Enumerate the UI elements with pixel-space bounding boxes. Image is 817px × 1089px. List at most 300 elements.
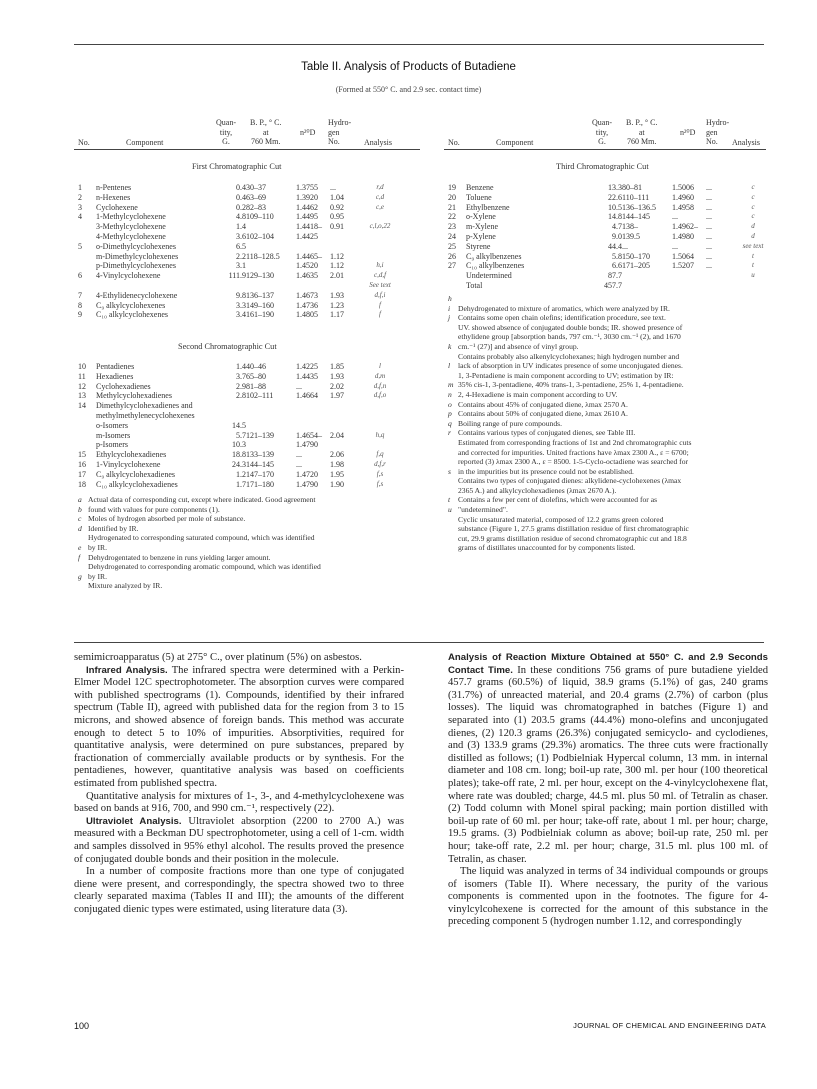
cell-nd	[296, 401, 330, 411]
footnote-text: Mixture analyzed by IR.	[88, 581, 163, 591]
footnote-text: ethylidene group [absorption bands, 797 cm.⁻¹, 3030 cm.⁻¹ (2), and 1670	[458, 332, 681, 342]
table-row	[448, 212, 770, 222]
cell-component: Dimethylcyclohexadienes and	[96, 401, 193, 411]
cell-nd	[296, 411, 330, 421]
paragraph	[448, 866, 768, 929]
cell-analysis: h,q	[375, 430, 385, 439]
cell-nd: 1.4495	[296, 212, 318, 222]
footnote-text: Estimated from corresponding fractions of 1st and 2nd chromatographic cuts	[458, 437, 692, 447]
cell-bp: 81–88	[246, 381, 266, 391]
cell-component: Pentadienes	[96, 362, 135, 371]
top-rule	[74, 44, 764, 45]
cell-nd: 1.4962–	[672, 222, 698, 232]
footnote-key	[448, 323, 458, 333]
cell-bp	[246, 401, 296, 411]
footnote-key: n	[448, 389, 452, 399]
cell-analysis: t	[752, 251, 754, 260]
header-hydrogen: Hydro- gen No.	[328, 118, 352, 146]
cell-component: o-Xylene	[466, 212, 496, 222]
cell-nd: 1.5006	[672, 183, 694, 192]
cell-no: 23	[448, 222, 456, 232]
cell-hydrogen: 1.04	[330, 192, 344, 202]
cell-bp: 121–139	[246, 430, 274, 440]
cell-quantity: 0.4	[236, 183, 246, 192]
cell-quantity: 1.7	[236, 479, 246, 489]
header-bp: B. P., ° C. at 760 Mm.	[626, 118, 658, 146]
footnote	[78, 533, 418, 543]
header-no: No.	[448, 138, 460, 147]
cell-no: 16	[78, 459, 86, 469]
cell-no: 9	[78, 310, 82, 320]
footnote	[448, 313, 766, 323]
cell-quantity: 457.7	[604, 280, 622, 290]
cell-bp: 136–137	[246, 290, 274, 300]
cell-no	[78, 440, 96, 450]
cell-hydrogen	[706, 281, 736, 291]
cell-analysis	[360, 421, 400, 431]
table-row	[448, 281, 770, 291]
footnote-text: Contains about 50% of conjugated diene, λmax 2610 A.	[458, 409, 628, 419]
cell-quantity: 24.3	[232, 459, 246, 469]
cell-analysis	[736, 281, 770, 291]
cell-nd: 1.4225	[296, 362, 318, 371]
footnote	[78, 553, 418, 563]
cell-analysis: f,s	[376, 469, 384, 478]
cell-quantity: 44.4	[608, 241, 622, 251]
footnotes-left	[78, 495, 418, 591]
table-row	[78, 401, 400, 411]
table-row	[78, 372, 400, 382]
table-row	[78, 440, 400, 450]
table-row	[78, 291, 400, 301]
footnote	[448, 304, 766, 314]
table-row	[78, 281, 400, 291]
table-row	[78, 460, 400, 470]
cell-no	[78, 252, 96, 262]
paragraph-heading: Infrared Analysis.	[86, 664, 168, 676]
header-component: Component	[126, 138, 164, 147]
cell-component: Hexadienes	[96, 371, 134, 381]
footnote-text: Contains a few per cent of diolefins, which were accounted for as	[458, 495, 658, 505]
paragraph-heading: Analysis of Reaction Mixture Obtained at 550° C. and 2.9 Seconds Contact Time.	[448, 652, 768, 676]
cell-component: p-Isomers	[96, 440, 128, 450]
cell-nd: 1.4790	[296, 440, 318, 450]
cell-analysis	[360, 252, 400, 262]
footnote-key	[448, 534, 458, 544]
paragraph	[74, 791, 404, 816]
cell-component: 1-Vinylcyclohexene	[96, 459, 161, 469]
cell-analysis: See text	[369, 280, 391, 289]
footnote	[448, 390, 766, 400]
cell-component: Ethylbenzene	[466, 202, 510, 212]
footnote	[448, 534, 766, 544]
cell-hydrogen	[330, 440, 360, 450]
cell-hydrogen: 1.97	[330, 391, 344, 401]
cell-no: 26	[448, 251, 456, 261]
cell-bp: 30–37	[246, 183, 266, 192]
cell-hydrogen: 1.95	[330, 469, 344, 479]
cell-bp: 144–145	[246, 459, 274, 469]
cell-hydrogen: 1.23	[330, 300, 344, 310]
footnote	[78, 514, 418, 524]
footnote	[448, 323, 766, 333]
cell-analysis	[360, 411, 400, 421]
cell-analysis: c	[751, 202, 755, 211]
cell-nd: ...	[296, 450, 302, 460]
cell-no: 5	[78, 241, 82, 251]
footnote	[78, 562, 418, 572]
table-row	[78, 232, 400, 242]
cell-nd: 1.4435	[296, 371, 318, 381]
cell-component: p-Xylene	[466, 231, 496, 241]
footnote-key	[448, 457, 458, 467]
table-row	[78, 391, 400, 401]
footnote-text: and corrected for impurities. United fractions have λmax 2300 A., ε = 6700;	[458, 447, 689, 457]
cell-nd: ...	[296, 381, 302, 391]
cell-analysis: d,f,i	[374, 290, 386, 299]
footnote-text: 2, 4-Hexadiene is main component according to UV.	[458, 389, 618, 399]
cell-analysis: c,d	[375, 192, 385, 201]
cell-hydrogen: ...	[706, 251, 712, 261]
cell-quantity: 0.2	[236, 202, 246, 212]
footnote-text: 2365 A.) and alkylcyclohexadienes (λmax 2670 A.).	[458, 485, 617, 495]
cell-nd: 1.3755	[296, 183, 318, 192]
cell-no: 25	[448, 241, 456, 251]
cell-hydrogen: ...	[706, 212, 712, 222]
footnote-text: Moles of hydrogen absorbed per mole of substance.	[88, 514, 246, 524]
cell-hydrogen	[330, 401, 360, 411]
footnote	[448, 505, 766, 515]
footnote-key: d	[78, 523, 82, 533]
paragraph-heading: Ultraviolet Analysis.	[86, 815, 182, 827]
cell-analysis: d,f,o	[373, 391, 387, 400]
cell-component: C₁₀ alkylbenzenes	[466, 261, 525, 271]
journal-name: JOURNAL OF CHEMICAL AND ENGINEERING DATA	[573, 1021, 766, 1030]
cell-component: 4-Ethylidenecyclohexene	[96, 290, 178, 300]
cell-quantity	[216, 411, 246, 421]
cell-bp: 40–46	[246, 362, 266, 371]
cell-no: 22	[448, 212, 456, 222]
cell-analysis: c	[751, 192, 755, 201]
cell-analysis: d	[751, 222, 755, 231]
cell-no	[78, 222, 96, 232]
right-column-headers	[448, 118, 768, 158]
footnote	[448, 476, 766, 486]
table-row	[78, 183, 400, 193]
cell-no: 10	[78, 362, 86, 371]
footnote	[448, 524, 766, 534]
cell-hydrogen: 1.85	[330, 362, 344, 371]
cell-quantity: 18.8	[232, 450, 246, 460]
cell-bp: 150–170	[622, 251, 650, 261]
cell-hydrogen: 2.02	[330, 381, 344, 391]
cell-hydrogen: 1.93	[330, 371, 344, 381]
cell-hydrogen: ...	[706, 231, 712, 241]
table-row	[78, 470, 400, 480]
cell-analysis: f,s	[376, 479, 384, 488]
cell-bp: 110–111	[622, 192, 650, 202]
cell-bp	[246, 411, 296, 421]
cell-quantity: 3.4	[236, 310, 246, 320]
cell-hydrogen: ...	[330, 183, 336, 192]
cell-component: Undetermined	[466, 271, 512, 281]
footnote-key: m	[448, 380, 454, 390]
section-third-cut: Third Chromatographic Cut	[556, 162, 649, 171]
cell-quantity: 1.4	[236, 362, 246, 371]
cell-no	[78, 411, 96, 421]
cell-component: Cyclohexadienes	[96, 381, 151, 391]
cell-bp	[246, 261, 296, 271]
footnote-key: h	[448, 294, 452, 303]
table-row	[448, 222, 770, 232]
cell-component: C₁₀ alkylcyclohexadienes	[96, 479, 178, 489]
cell-no: 27	[448, 261, 456, 271]
table-row	[78, 193, 400, 203]
cell-bp: 109–110	[246, 212, 274, 222]
footnote-text: Contains various types of conjugated dienes, see Table III.	[458, 428, 636, 438]
table-row	[448, 193, 770, 203]
cell-bp: 82–83	[246, 202, 266, 212]
cell-nd: 1.4465–	[296, 251, 322, 261]
footnote-key: f	[78, 552, 81, 562]
cell-no	[78, 232, 96, 242]
table-right	[448, 183, 770, 291]
footnote-key: s	[448, 466, 451, 476]
table-row	[78, 431, 400, 441]
table-row	[78, 261, 400, 271]
footnote	[448, 438, 766, 448]
footnote	[448, 371, 766, 381]
footnote-text: cut, 29.9 grams distillation residue of second chromatographic cut and 18.8	[458, 533, 687, 543]
footnote	[448, 515, 766, 525]
cell-no: 17	[78, 469, 86, 479]
header-component: Component	[496, 138, 534, 147]
table-row	[448, 261, 770, 271]
cell-no: 1	[78, 183, 82, 192]
footnote-text: grams of distillates unaccounted for by components listed.	[458, 543, 636, 553]
cell-no: 19	[448, 183, 456, 192]
cell-hydrogen: ...	[706, 241, 712, 251]
header-nd: n²⁰D	[300, 128, 316, 137]
footnote-text: Contains probably also alkenylcyclohexanes; high hydrogen number and	[458, 351, 680, 361]
cell-bp: 80–81	[622, 183, 642, 192]
footnote-text: by IR.	[88, 571, 107, 581]
cell-no: 12	[78, 381, 86, 391]
footnote-key	[448, 371, 458, 381]
table-row	[78, 271, 400, 281]
cell-quantity: 5.7	[236, 430, 246, 440]
header-bp: B. P., ° C. at 760 Mm.	[250, 118, 282, 146]
cell-component: m-Isomers	[96, 430, 131, 440]
footnote-key	[448, 524, 458, 534]
table-row	[78, 212, 400, 222]
cell-analysis: c,e	[376, 202, 384, 211]
cell-component: Total	[466, 280, 483, 290]
cell-quantity	[216, 401, 246, 411]
cell-hydrogen: ...	[706, 192, 712, 202]
cell-nd: 1.4664	[296, 391, 318, 401]
cell-analysis: r,d	[376, 183, 384, 191]
cell-component: Methylcyclohexadienes	[96, 391, 172, 401]
cell-nd: 1.4418–	[296, 222, 322, 232]
cell-no	[448, 281, 466, 291]
table-row	[78, 411, 400, 421]
cell-component: Cyclohexene	[96, 202, 138, 212]
table-row	[448, 271, 770, 281]
table-row	[78, 480, 400, 490]
cell-hydrogen	[330, 411, 360, 421]
cell-quantity: 3.1	[236, 261, 246, 271]
cell-hydrogen: ...	[706, 222, 712, 232]
table-row	[78, 450, 400, 460]
footnotes-right	[448, 294, 766, 553]
footnote-key: e	[78, 542, 82, 552]
footnote	[448, 342, 766, 352]
cell-no: 2	[78, 192, 82, 202]
footnote-key: j	[448, 313, 451, 323]
cell-quantity: 1.2	[236, 469, 246, 479]
cell-quantity: 2.8	[236, 391, 246, 401]
cell-quantity: 1.4	[236, 222, 246, 232]
footnote	[448, 352, 766, 362]
cell-bp: 102–111	[246, 391, 274, 401]
cell-component: Toluene	[466, 192, 492, 202]
paragraph-text: In a number of composite fractions more than one type of conjugated diene were present, and correspondingly, the spectra showed two to three clearly separated maxima (Tables II and III); the amounts of the different conjugated dienic types were estimated, using literature data (3).	[74, 866, 404, 915]
cell-quantity: 111.9	[228, 271, 246, 281]
cell-nd	[296, 281, 330, 291]
body-left-column	[74, 652, 404, 916]
left-column-headers	[78, 118, 408, 158]
cell-no	[78, 261, 96, 271]
cell-bp: 171–180	[246, 479, 274, 489]
table-row	[448, 252, 770, 262]
header-hydrogen: Hydro- gen No.	[706, 118, 730, 146]
table-subtitle: (Formed at 550° C. and 2.9 sec. contact time)	[335, 85, 482, 94]
cell-nd: 1.4980	[672, 231, 694, 241]
cell-quantity: 14.5	[232, 420, 246, 430]
cell-bp	[622, 281, 672, 291]
footnote-key: q	[448, 418, 452, 428]
cell-nd: 1.4958	[672, 202, 694, 212]
cell-hydrogen: 0.95	[330, 212, 344, 222]
cell-no: 8	[78, 300, 82, 310]
cell-analysis	[360, 440, 400, 450]
cell-nd: 1.4805	[296, 310, 318, 320]
cell-bp: 63–69	[246, 192, 266, 202]
cell-hydrogen: 1.12	[330, 261, 344, 271]
cell-hydrogen: 2.01	[330, 271, 344, 281]
footnote-key	[78, 533, 88, 543]
table-row	[78, 242, 400, 252]
cell-analysis: u	[751, 271, 755, 280]
cell-hydrogen: 1.90	[330, 479, 344, 489]
table-row	[78, 252, 400, 262]
header-no: No.	[78, 138, 90, 147]
footnote-text: Cyclic unsaturated material, composed of 12.2 grams green colored	[458, 514, 664, 524]
cell-component: 4-Vinylcyclohexene	[96, 271, 161, 281]
cell-nd: ...	[672, 212, 678, 222]
footnote-key	[448, 476, 458, 486]
cell-component: o-Isomers	[96, 420, 128, 430]
cell-bp: ...	[622, 241, 628, 251]
footnote-key	[448, 438, 458, 448]
footnote-text: substance (Figure 1, 27.5 grams distillation residue of first chromatographic	[458, 524, 689, 534]
cell-no: 21	[448, 202, 456, 212]
cell-bp	[246, 421, 296, 431]
footnote-key	[448, 543, 458, 553]
paragraph-text: semimicroapparatus (5) at 275° C., over platinum (5%) on asbestos.	[74, 652, 362, 663]
cell-quantity: 9.0	[612, 231, 622, 241]
footnote	[448, 457, 766, 467]
cell-analysis: d,f,r	[374, 459, 386, 468]
footnote-text: reported (3) λmax 2300 A., ε = 8500. 1-5-Cyclo-octadiene was searched for	[458, 457, 689, 467]
cell-hydrogen: 2.06	[330, 450, 344, 460]
footnote-text: 35% cis-1, 3-pentadiene, 40% trans-1, 3-pentadiene, 25% 1, 4-pentadiene.	[458, 380, 684, 390]
body-right-column	[448, 652, 768, 929]
footnote-key: b	[78, 504, 82, 514]
footnote-text: Dehydrogenated to corresponding aromatic compound, which was identified	[88, 562, 321, 572]
cell-nd: ...	[296, 459, 302, 469]
cell-no: 20	[448, 192, 456, 202]
cell-no: 3	[78, 202, 82, 212]
footnote	[448, 332, 766, 342]
cell-nd: 1.3920	[296, 192, 318, 202]
cell-component: C₉ alkylcyclohexadienes	[96, 469, 175, 479]
paragraph	[74, 652, 404, 665]
cell-hydrogen: ...	[706, 261, 712, 271]
cell-bp	[246, 222, 296, 232]
cell-quantity: 0.4	[236, 192, 246, 202]
section-second-cut: Second Chromatographic Cut	[178, 342, 277, 351]
cell-analysis: d	[751, 231, 755, 240]
footnote	[448, 495, 766, 505]
table-row	[78, 362, 400, 372]
cell-bp: 136–136.5	[622, 202, 656, 212]
table-left-part2	[78, 362, 400, 489]
footnote-key	[448, 515, 458, 525]
paragraph-text: Ultraviolet absorption (2200 to 2700 A.) was measured with a Beckman DU spectrophotometer, using a cell of 1-cm. width and samples dissolved in 95% ethyl alcohol. The results proved the presence of conjugated double bonds and their position in the molecule.	[74, 815, 404, 865]
cell-bp: 65–80	[246, 371, 266, 381]
footnote-text: Actual data of corresponding cut, except where indicated. Good agreement	[88, 495, 316, 504]
table-row	[448, 203, 770, 213]
cell-component: Styrene	[466, 241, 491, 251]
cell-nd: 1.4654–	[296, 430, 322, 440]
cell-nd	[296, 421, 330, 431]
cell-hydrogen	[330, 232, 360, 242]
cell-bp	[246, 440, 296, 450]
cell-quantity: 3.6	[236, 231, 246, 241]
cell-component: C₁₀ alkylcyclohexenes	[96, 310, 168, 320]
footnote-key: i	[448, 303, 451, 313]
cell-component: p-Dimethylcyclohexenes	[96, 261, 176, 271]
footnote-text: Contains about 45% of conjugated diene, λmax 2570 A.	[458, 399, 628, 409]
cell-quantity: 14.8	[608, 212, 622, 222]
footnote	[448, 361, 766, 371]
table-bottom-rule	[74, 642, 764, 643]
cell-component: n-Hexenes	[96, 192, 131, 202]
cell-analysis: l	[379, 362, 381, 370]
footnote-key: k	[448, 341, 452, 351]
cell-quantity: 2.9	[236, 381, 246, 391]
cell-hydrogen	[330, 421, 360, 431]
cell-quantity: 3.7	[236, 371, 246, 381]
cell-component: n-Pentenes	[96, 183, 132, 192]
footnote-key: a	[78, 495, 82, 504]
footnote	[448, 294, 766, 304]
cell-no: 13	[78, 391, 86, 401]
footnote-text: UV. showed absence of conjugated double bonds; IR. showed presence of	[458, 322, 683, 332]
footnote	[78, 524, 418, 534]
